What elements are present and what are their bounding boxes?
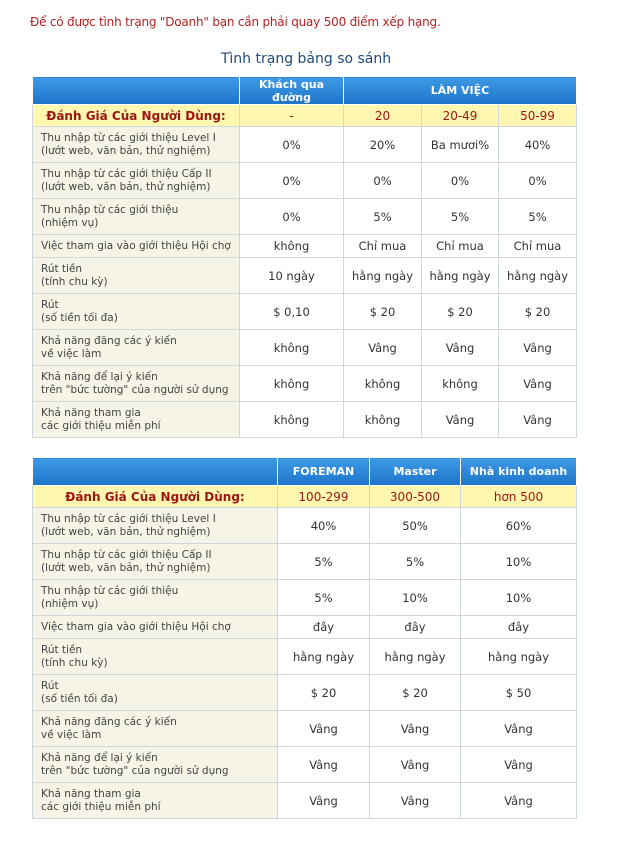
table-cell: 0% <box>422 163 499 199</box>
table-cell: Vâng <box>461 711 577 747</box>
table-row <box>33 127 577 163</box>
table-cell: 10% <box>461 544 577 580</box>
status-comparison-table-2 <box>32 457 577 819</box>
table-cell: 20% <box>344 127 422 163</box>
table-cell: Vâng <box>461 747 577 783</box>
table-cell: Vâng <box>278 747 370 783</box>
table-cell: hằng ngày <box>422 258 499 294</box>
table-cell: đây <box>461 616 577 639</box>
table-cell: Vâng <box>370 747 461 783</box>
table-cell: hằng ngày <box>461 639 577 675</box>
table-cell: không <box>422 366 499 402</box>
table-cell: không <box>240 366 344 402</box>
table-row <box>33 747 577 783</box>
rating-label: Đánh Giá Của Người Dùng: <box>33 105 240 127</box>
table-cell: Vâng <box>278 783 370 819</box>
column-header-work: LÀM VIỆC <box>344 77 577 105</box>
rank-requirement-notice: Để có được tình trạng "Doanh" bạn cần phải quay 500 điểm xếp hạng. <box>30 15 441 29</box>
column-header-master: Master <box>370 458 461 486</box>
column-header-foreman: FOREMAN <box>278 458 370 486</box>
rating-value: 50-99 <box>499 105 577 127</box>
table-cell: hằng ngày <box>278 639 370 675</box>
rating-value: 100-299 <box>278 486 370 508</box>
table-cell: 0% <box>344 163 422 199</box>
table-row <box>33 294 577 330</box>
table-row <box>33 544 577 580</box>
table-cell: không <box>344 402 422 438</box>
table-cell: Vâng <box>499 366 577 402</box>
page-title: Tình trạng bảng so sánh <box>220 51 392 67</box>
table-cell: Vâng <box>461 783 577 819</box>
table-header-row <box>33 458 577 486</box>
table-cell: 0% <box>240 163 344 199</box>
table-cell: Vâng <box>370 783 461 819</box>
table-cell: Ba mươi% <box>422 127 499 163</box>
table-cell: 5% <box>278 580 370 616</box>
table-cell: không <box>240 235 344 258</box>
row-label: Rút (số tiền tối đa) <box>33 294 240 330</box>
rating-value: 20 <box>344 105 422 127</box>
row-label: Thu nhập từ các giới thiệu Cấp II (lướt web, văn bản, thử nghiệm) <box>33 163 240 199</box>
row-label: Khả năng để lại ý kiến trên "bức tường" của người sử dụng <box>33 747 278 783</box>
rating-value: 20-49 <box>422 105 499 127</box>
table-row <box>33 330 577 366</box>
table-cell: 5% <box>422 199 499 235</box>
row-label: Việc tham gia vào giới thiệu Hội chợ <box>33 616 278 639</box>
header-empty-cell <box>33 77 240 105</box>
rating-value: hơn 500 <box>461 486 577 508</box>
rating-row <box>33 486 577 508</box>
table-row <box>33 402 577 438</box>
row-label: Rút (số tiền tối đa) <box>33 675 278 711</box>
row-label: Rút tiền (tính chu kỳ) <box>33 258 240 294</box>
table-cell: Vâng <box>499 330 577 366</box>
table-row <box>33 508 577 544</box>
table-cell: 0% <box>240 199 344 235</box>
table-cell: $ 50 <box>461 675 577 711</box>
row-label: Khả năng đăng các ý kiến về việc làm <box>33 330 240 366</box>
rating-value: - <box>240 105 344 127</box>
table-header-row <box>33 77 577 105</box>
table-cell: $ 20 <box>499 294 577 330</box>
table-row <box>33 616 577 639</box>
row-label: Rút tiền (tính chu kỳ) <box>33 639 278 675</box>
row-label: Thu nhập từ các giới thiệu (nhiệm vụ) <box>33 580 278 616</box>
table-cell: 0% <box>240 127 344 163</box>
row-label: Thu nhập từ các giới thiệu (nhiệm vụ) <box>33 199 240 235</box>
table-cell: Vâng <box>422 402 499 438</box>
table-row <box>33 675 577 711</box>
table-cell: 50% <box>370 508 461 544</box>
table-cell: Vâng <box>370 711 461 747</box>
table-cell: Vâng <box>278 711 370 747</box>
table-cell: 0% <box>499 163 577 199</box>
table-cell: không <box>240 402 344 438</box>
table-row <box>33 580 577 616</box>
column-header-guest: Khách qua đường <box>240 77 344 105</box>
table-cell: 40% <box>499 127 577 163</box>
table-row <box>33 199 577 235</box>
table-cell: không <box>344 366 422 402</box>
row-label: Khả năng tham gia các giới thiệu miễn phí <box>33 402 240 438</box>
table-row <box>33 783 577 819</box>
table-cell: không <box>240 330 344 366</box>
row-label: Khả năng để lại ý kiến trên "bức tường" của người sử dụng <box>33 366 240 402</box>
table-row <box>33 235 577 258</box>
table-cell: 10% <box>370 580 461 616</box>
row-label: Thu nhập từ các giới thiệu Level I (lướt web, văn bản, thử nghiệm) <box>33 508 278 544</box>
column-header-businessman: Nhà kinh doanh <box>461 458 577 486</box>
table-cell: 5% <box>278 544 370 580</box>
table-cell: hằng ngày <box>370 639 461 675</box>
row-label: Khả năng đăng các ý kiến về việc làm <box>33 711 278 747</box>
table-cell: $ 20 <box>278 675 370 711</box>
table-cell: Chỉ mua <box>499 235 577 258</box>
rating-label: Đánh Giá Của Người Dùng: <box>33 486 278 508</box>
table-cell: đây <box>370 616 461 639</box>
table-cell: 5% <box>499 199 577 235</box>
table-cell: Chỉ mua <box>344 235 422 258</box>
table-row <box>33 258 577 294</box>
table-cell: $ 20 <box>344 294 422 330</box>
table-cell: 60% <box>461 508 577 544</box>
table-cell: Chỉ mua <box>422 235 499 258</box>
table-cell: 5% <box>370 544 461 580</box>
rating-value: 300-500 <box>370 486 461 508</box>
table-row <box>33 163 577 199</box>
status-comparison-table-1 <box>32 76 577 438</box>
table-cell: $ 0,10 <box>240 294 344 330</box>
table-row <box>33 639 577 675</box>
table-cell: $ 20 <box>370 675 461 711</box>
table-cell: Vâng <box>344 330 422 366</box>
row-label: Việc tham gia vào giới thiệu Hội chợ <box>33 235 240 258</box>
table-cell: 40% <box>278 508 370 544</box>
row-label: Khả năng tham gia các giới thiệu miễn phí <box>33 783 278 819</box>
header-empty-cell <box>33 458 278 486</box>
table-cell: 10 ngày <box>240 258 344 294</box>
table-cell: 10% <box>461 580 577 616</box>
table-cell: 5% <box>344 199 422 235</box>
table-cell: $ 20 <box>422 294 499 330</box>
table-cell: Vâng <box>499 402 577 438</box>
row-label: Thu nhập từ các giới thiệu Cấp II (lướt web, văn bản, thử nghiệm) <box>33 544 278 580</box>
table-cell: Vâng <box>422 330 499 366</box>
table-cell: hằng ngày <box>499 258 577 294</box>
rating-row <box>33 105 577 127</box>
table-row <box>33 366 577 402</box>
table-cell: đây <box>278 616 370 639</box>
table-cell: hằng ngày <box>344 258 422 294</box>
table-row <box>33 711 577 747</box>
row-label: Thu nhập từ các giới thiệu Level I (lướt web, văn bản, thử nghiệm) <box>33 127 240 163</box>
